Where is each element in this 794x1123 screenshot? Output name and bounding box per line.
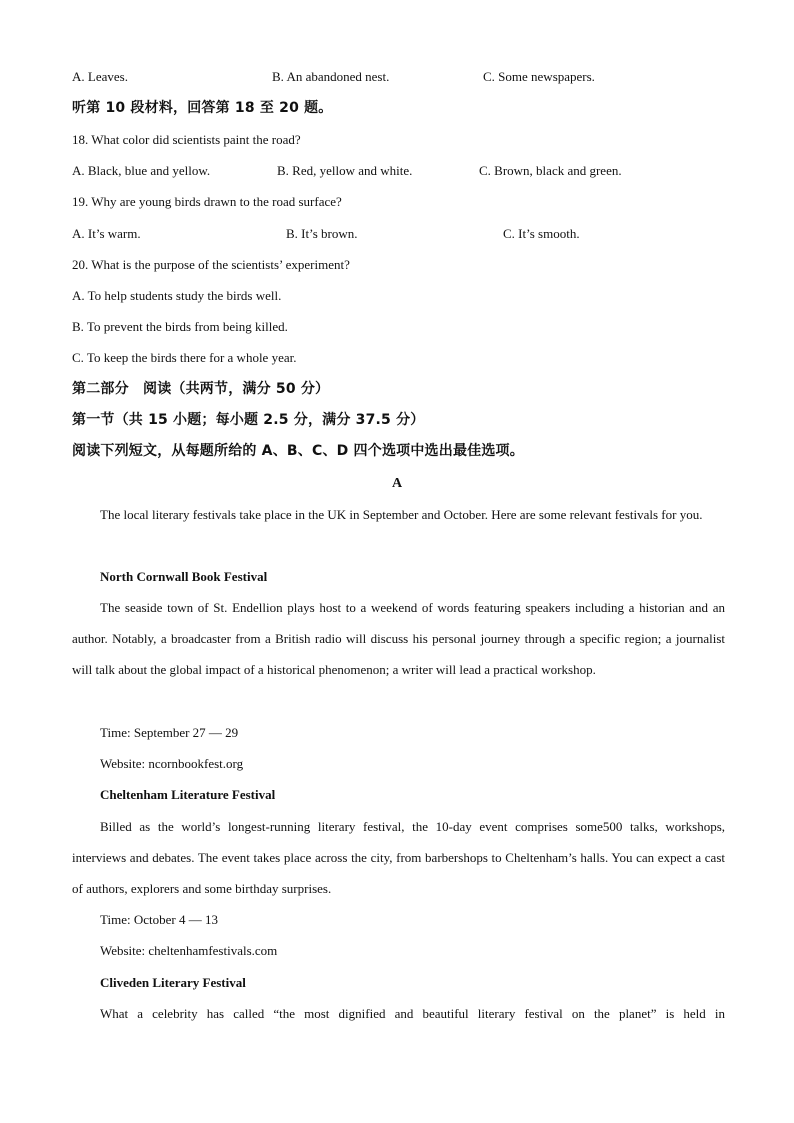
festival-3-name: Cliveden Literary Festival: [100, 975, 246, 990]
q17-option-a: A. Leaves.: [72, 69, 128, 84]
festival-1-name: North Cornwall Book Festival: [100, 569, 268, 584]
passage-label: A: [391, 476, 403, 491]
section1-heading: 第一节（共 15 小题；每小题 2.5 分，满分 37.5 分）: [72, 412, 425, 428]
q20-option-c: C. To keep the birds there for a whole year.: [72, 350, 297, 365]
festival-2-website: Website: cheltenhamfestivals.com: [100, 943, 278, 958]
festival-1-description: The seaside town of St. Endellion plays host to a weekend of words featuring speakers including a historian and an author. Notably, a broadcaster from a British radio will discuss his personal journey through a specific region; a journalist will talk about the global impact of a historical phenomenon; a writer will lead a practical workshop.: [72, 600, 725, 678]
festival-2-description: Billed as the world’s longest-running literary festival, the 10-day event comprises some500 talks, workshops, interviews and debates. The event takes place across the city, from barbershops to Cheltenham’s halls. You can expect a cast of authors, explorers and some birthday surprises.: [72, 819, 725, 897]
festival-1-time: Time: September 27 — 29: [100, 725, 239, 740]
instructions: 阅读下列短文，从每题所给的 A、B、C、D 四个选项中选出最佳选项。: [72, 443, 524, 459]
q20-question: 20. What is the purpose of the scientists’ experiment?: [72, 257, 350, 272]
q19-option-b: B. It’s brown.: [286, 226, 358, 241]
festival-2-name: Cheltenham Literature Festival: [100, 787, 276, 802]
q20-option-a: A. To help students study the birds well.: [72, 288, 282, 303]
q18-option-a: A. Black, blue and yellow.: [72, 163, 211, 178]
q18-option-c: C. Brown, black and green.: [479, 163, 622, 178]
section10-heading: 听第 10 段材料，回答第 18 至 20 题。: [72, 100, 333, 116]
q19-option-c: C. It’s smooth.: [503, 226, 580, 241]
festival-2-time: Time: October 4 — 13: [100, 912, 218, 927]
q20-option-b: B. To prevent the birds from being killed.: [72, 319, 288, 334]
q17-option-c: C. Some newspapers.: [483, 69, 595, 84]
q17-option-b: B. An abandoned nest.: [272, 69, 390, 84]
part2-heading: 第二部分 阅读（共两节，满分 50 分）: [72, 381, 330, 397]
q19-option-a: A. It’s warm.: [72, 226, 141, 241]
q18-question: 18. What color did scientists paint the road?: [72, 132, 301, 147]
passage-intro: The local literary festivals take place in the UK in September and October. Here are some relevant festivals for you.: [100, 507, 703, 522]
festival-1-website: Website: ncornbookfest.org: [100, 756, 244, 771]
q18-option-b: B. Red, yellow and white.: [277, 163, 413, 178]
q19-question: 19. Why are young birds drawn to the road surface?: [72, 194, 342, 209]
festival-3-description: What a celebrity has called “the most dignified and beautiful literary festival on the planet” is held in: [100, 1006, 725, 1021]
